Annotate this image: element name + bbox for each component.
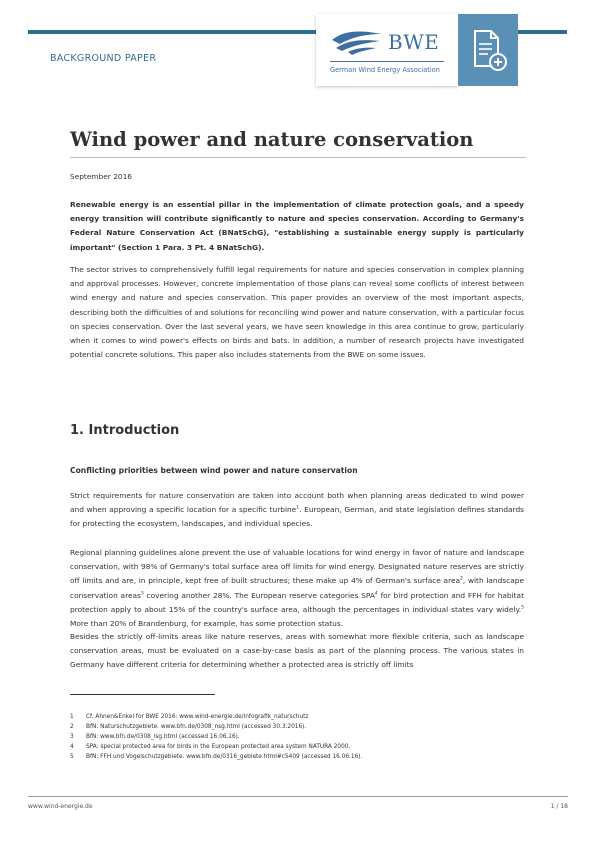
footnote-text[interactable]: Cf. Ahnen&Enkel for BWE 2016: www.wind-energie.de/infografik_naturschutz	[86, 714, 309, 720]
footnote-ref[interactable]: 2	[460, 576, 463, 582]
overview-paragraph: The sector strives to comprehensively fulfill legal requirements for nature and species conservation in complex planning and approval processes. However, concrete implementation of those plans can reveal some conflicts of interest between wind energy and nature and species conservation. This paper provides an overview of the most important aspects, describing both the difficulties of and solutions for reconciling wind power and nature conservation, with a particular focus on species conservation. Over the last several years, we have seen knowledge in this area continue to grow, particularly when it comes to wind power's effects on birds and bats. In addition, a number of research projects have investigated potential concrete solutions. This paper also includes statements from the BWE on some issues.	[70, 265, 524, 360]
bwe-logo[interactable]	[316, 14, 458, 86]
footnote-ref[interactable]: 3	[140, 591, 144, 597]
footnote-number: 5	[70, 754, 74, 760]
document-add-icon	[458, 14, 518, 86]
footnote-item	[70, 742, 362, 752]
footer-divider	[28, 796, 568, 797]
footnote-ref[interactable]: 4	[374, 591, 378, 597]
lead-paragraph: Renewable energy is an essential pillar in the implementation of climate protection goals, and a speedy energy transition will contribute significantly to nature and species conservation. According to Germany's Federal Nature Conservation Act (BNatSchG), "establishing a sustainable energy supply is particularly important" (Section 1 Para. 3 Pt. 4 BNatSchG).	[70, 200, 524, 252]
text-run: More than 20% of Brandenburg, for example, has some protection status.	[70, 619, 344, 629]
logo-divider	[330, 61, 444, 62]
text-run: for bird protection and FFH for habitat protection apply to about 15% of the country's surface area, although the percentages in individual states vary widely.	[70, 590, 524, 614]
footnote-number: 3	[70, 734, 74, 740]
footnote-number: 4	[70, 744, 74, 750]
footnote-item	[70, 732, 362, 742]
criteria-paragraph: Besides the strictly off-limits areas like nature reserves, areas with somewhat more flexible criteria, such as landscape conservation areas, must be evaluated on a case-by-case basis as part of the planning process. The various states in Germany have different criteria for determining whether a protected area is strictly off limits	[70, 632, 524, 670]
header-rule-right	[518, 30, 567, 34]
bwe-bird-icon	[330, 28, 384, 56]
footnote-text[interactable]: BfN: Naturschutzgebiete. www.bfn.de/0308_nsg.html (accessed 30.3.2016).	[86, 724, 307, 730]
text-run: Strict requirements for nature conservation are taken into account both when planning areas dedicated to wind power and when approving a specific location for a specific turbine	[70, 491, 524, 515]
footnote-item	[70, 752, 362, 762]
footnote-number: 2	[70, 724, 74, 730]
footnote-ref[interactable]: 1	[296, 505, 300, 511]
section-heading: 1. Introduction	[70, 423, 180, 438]
footer-website-link[interactable]: www.wind-energie.de	[28, 803, 93, 810]
text-run: Regional planning guidelines alone prevent the use of valuable locations for wind energy in favor of nature and landscape conservation, with 98% of Germany's total surface area off limits for wind energy. Designated nature reserves are strictly off limits and are, in principle, kept free of built structures; these make up 4% of German's surface area	[70, 548, 524, 586]
footnote-item	[70, 722, 362, 732]
footnote-text[interactable]: BfN: www.bfn.de/0308_lsg.html (accessed 16.06.16).	[86, 734, 240, 740]
publication-date: September 2016	[70, 172, 133, 181]
page-title: Wind power and nature conservation	[70, 128, 474, 151]
logo-wordmark: BWE	[388, 30, 440, 54]
intro-paragraph	[70, 489, 524, 532]
document-add-button[interactable]	[458, 14, 518, 86]
footnote-text[interactable]: BfN: FFH und Vogelschutzgebiete. www.bfn.de/0316_gebiete.html#c5409 (accessed 16.06.16).	[86, 754, 363, 760]
text-run: covering another 28%. The European reserve categories SPA	[143, 590, 375, 600]
page-number: 1 / 18	[550, 803, 568, 810]
document-type-label: BACKGROUND PAPER	[50, 53, 157, 64]
planning-paragraph	[70, 546, 524, 631]
text-run: . European, German, and state legislation defines standards for protecting the ecosystem, landscapes, and individual species.	[70, 505, 524, 529]
footnote-divider	[70, 694, 215, 695]
logo-subtitle: German Wind Energy Association	[330, 66, 440, 74]
footnote-item	[70, 712, 362, 722]
footnote-text: SPA: special protected area for birds in the European protected area system NATURA 2000.	[86, 744, 351, 750]
header-rule-left	[28, 30, 318, 34]
title-divider	[70, 157, 526, 158]
footnote-number: 1	[70, 714, 74, 720]
footnote-ref[interactable]: 5	[521, 605, 524, 611]
subsection-heading: Conflicting priorities between wind power and nature conservation	[70, 466, 358, 475]
text-run: , with landscape conservation areas	[70, 576, 524, 600]
footnotes	[70, 712, 362, 762]
